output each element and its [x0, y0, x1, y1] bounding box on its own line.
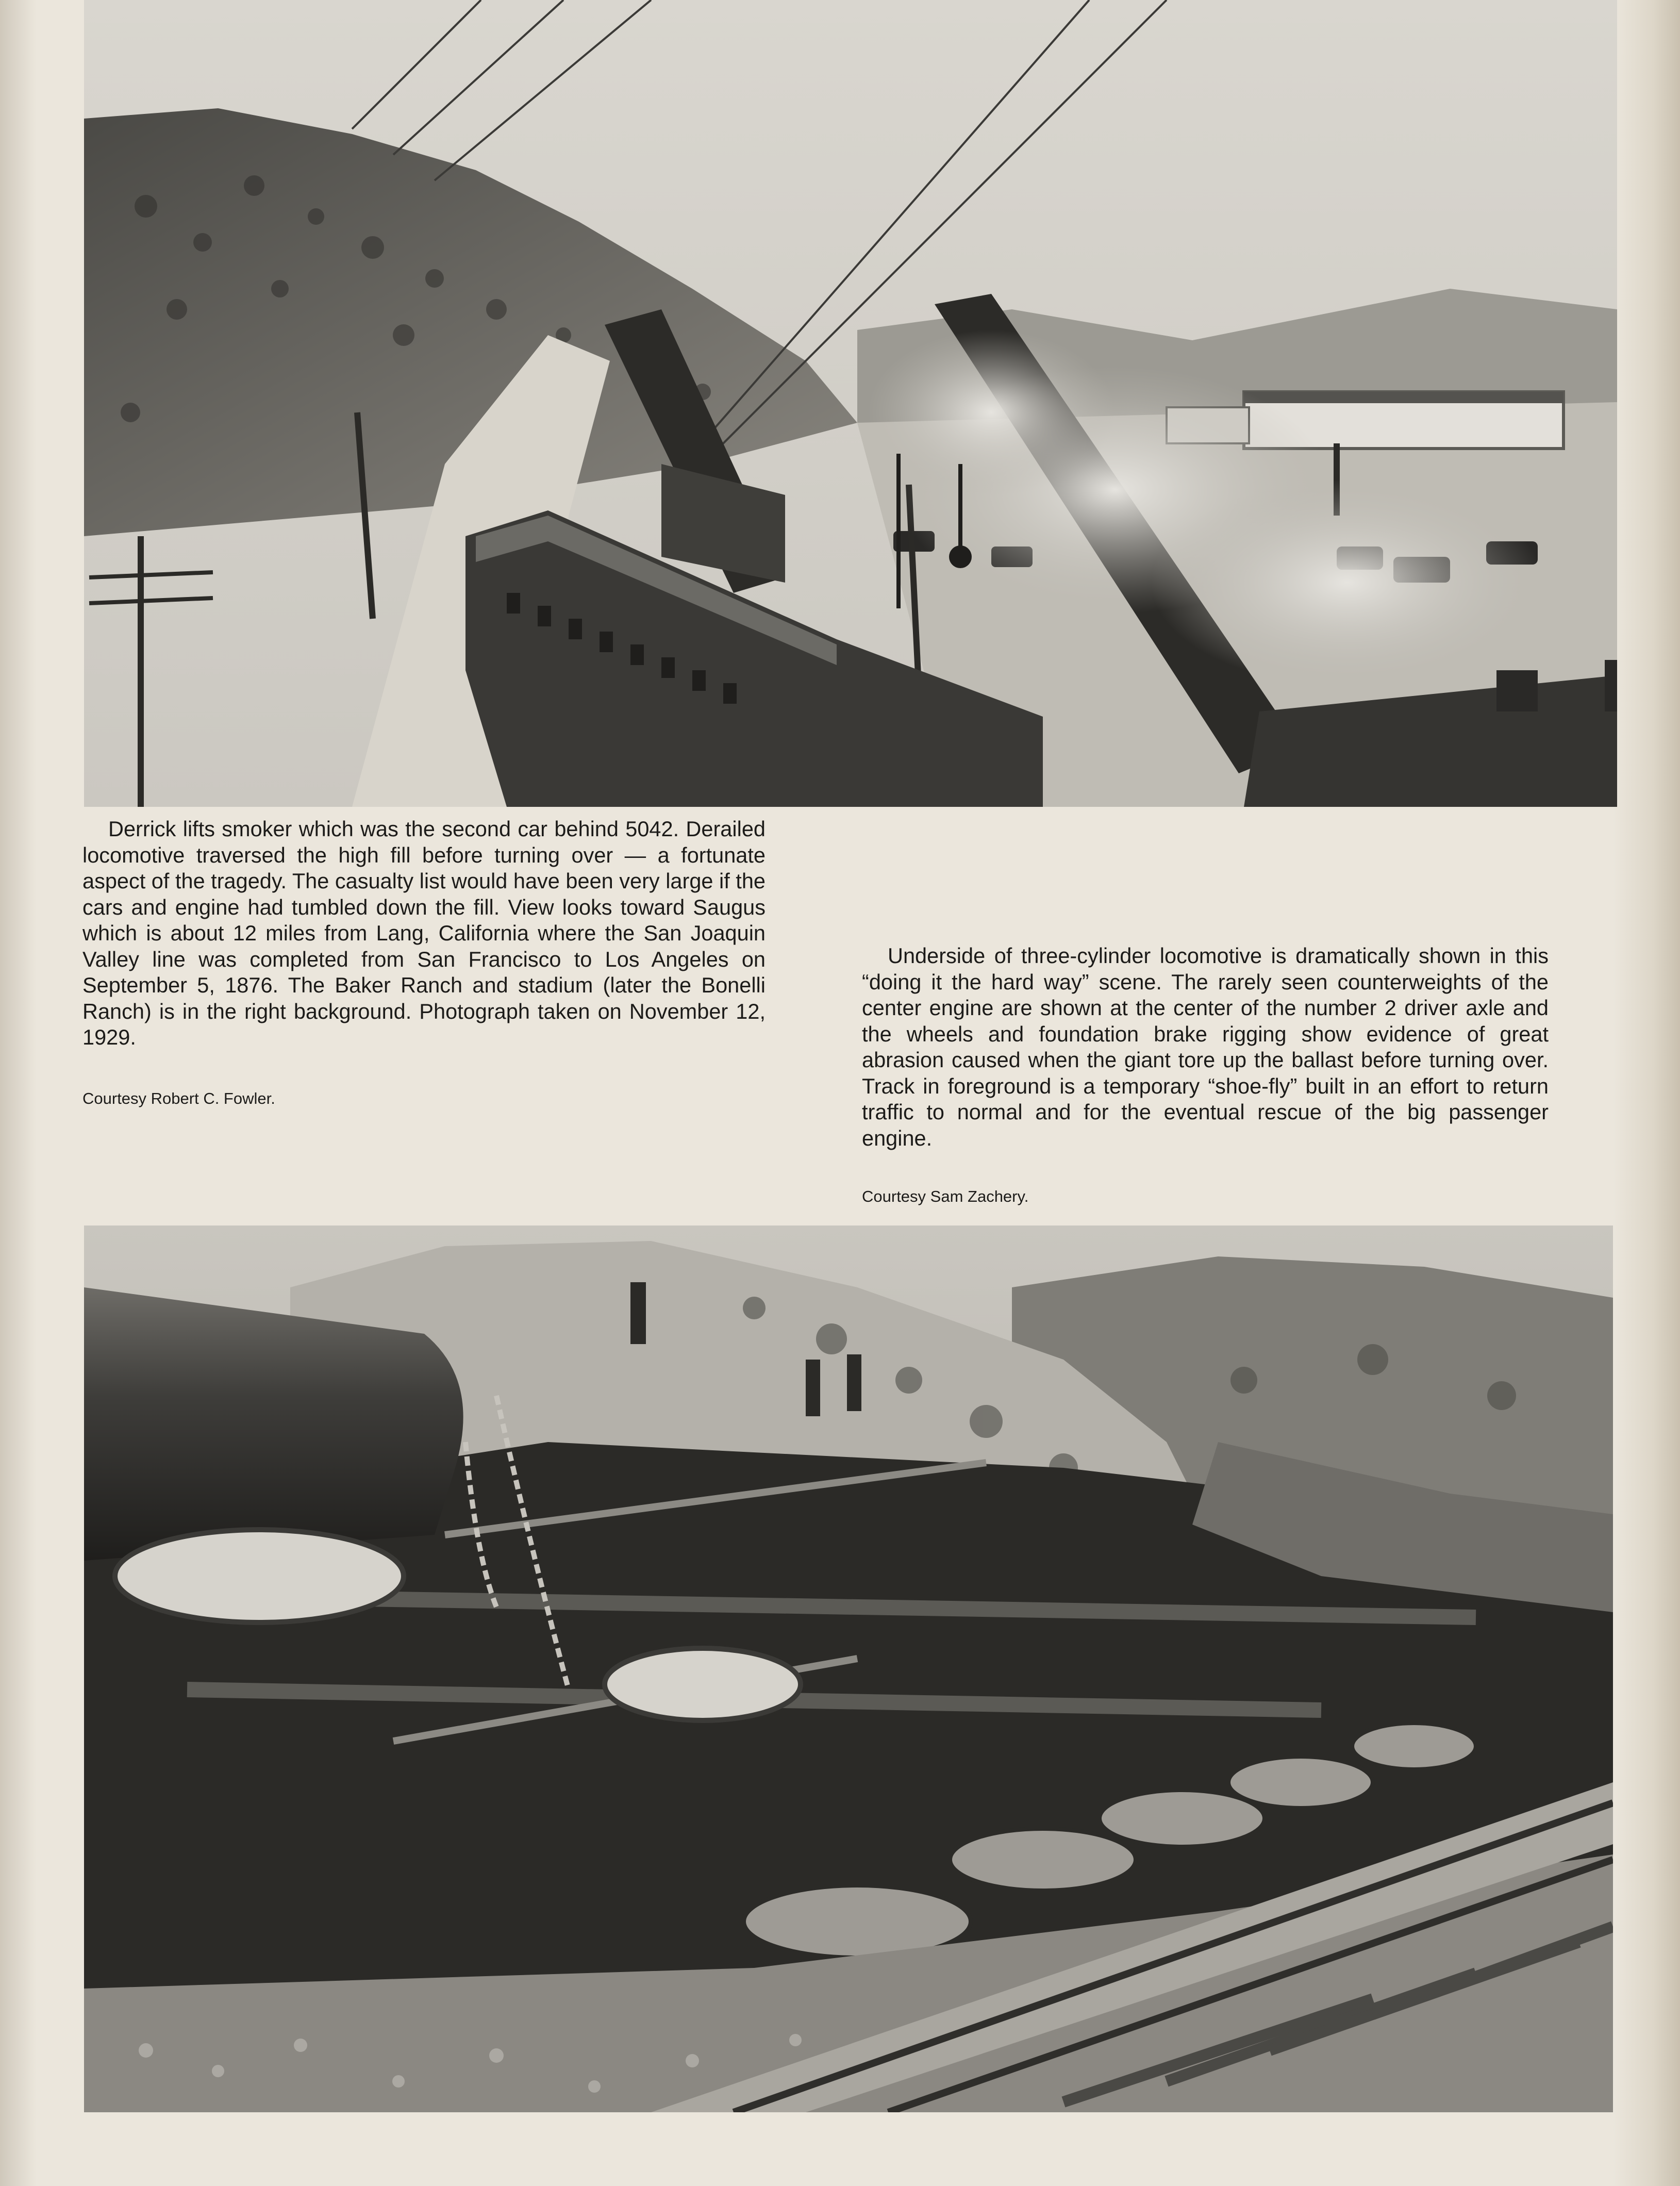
page-gutter-shadow	[0, 0, 36, 2186]
caption-derrick-photo	[82, 816, 766, 1051]
photo-derrick-graphic	[84, 0, 1617, 807]
credit-robert-fowler: Courtesy Robert C. Fowler.	[82, 1089, 275, 1107]
photo-derrick-lifting-car	[84, 0, 1617, 807]
caption-derrick-text: Derrick lifts smoker which was the second car behind 5042. Derailed locomotive traversed the high fill before turning over — a fortunate aspect of the tragedy. The casualty list would have been very large if the cars and engine had tumbled down the fill. View looks toward Saugus which is about 12 miles from Lang, California where the San Joaquin Valley line was completed from San Francisco to Los Angeles on September 5, 1876. The Baker Ranch and stadium (later the Bonelli Ranch) is in the right background. Photograph taken on November 12, 1929.	[82, 817, 766, 1049]
credit-sam-zachery: Courtesy Sam Zachery.	[862, 1187, 1029, 1205]
photo-locomotive-graphic	[84, 1226, 1613, 2112]
photo-overturned-locomotive	[84, 1226, 1613, 2112]
caption-locomotive-underside	[862, 943, 1549, 1151]
caption-underside-text: Underside of three-cylinder locomotive is dramatically shown in this “doing it the hard way” scene. The rarely seen counterweights of the center engine are shown at the center of the number 2 driver axle and the wheels and foundation brake rigging show evidence of great abrasion caused when the giant tore up the ballast before turning over. Track in foreground is a temporary “shoe-fly” built in an effort to return traffic to normal and for the eventual rescue of the big passenger engine.	[862, 943, 1549, 1150]
page-edge	[1613, 0, 1680, 2186]
